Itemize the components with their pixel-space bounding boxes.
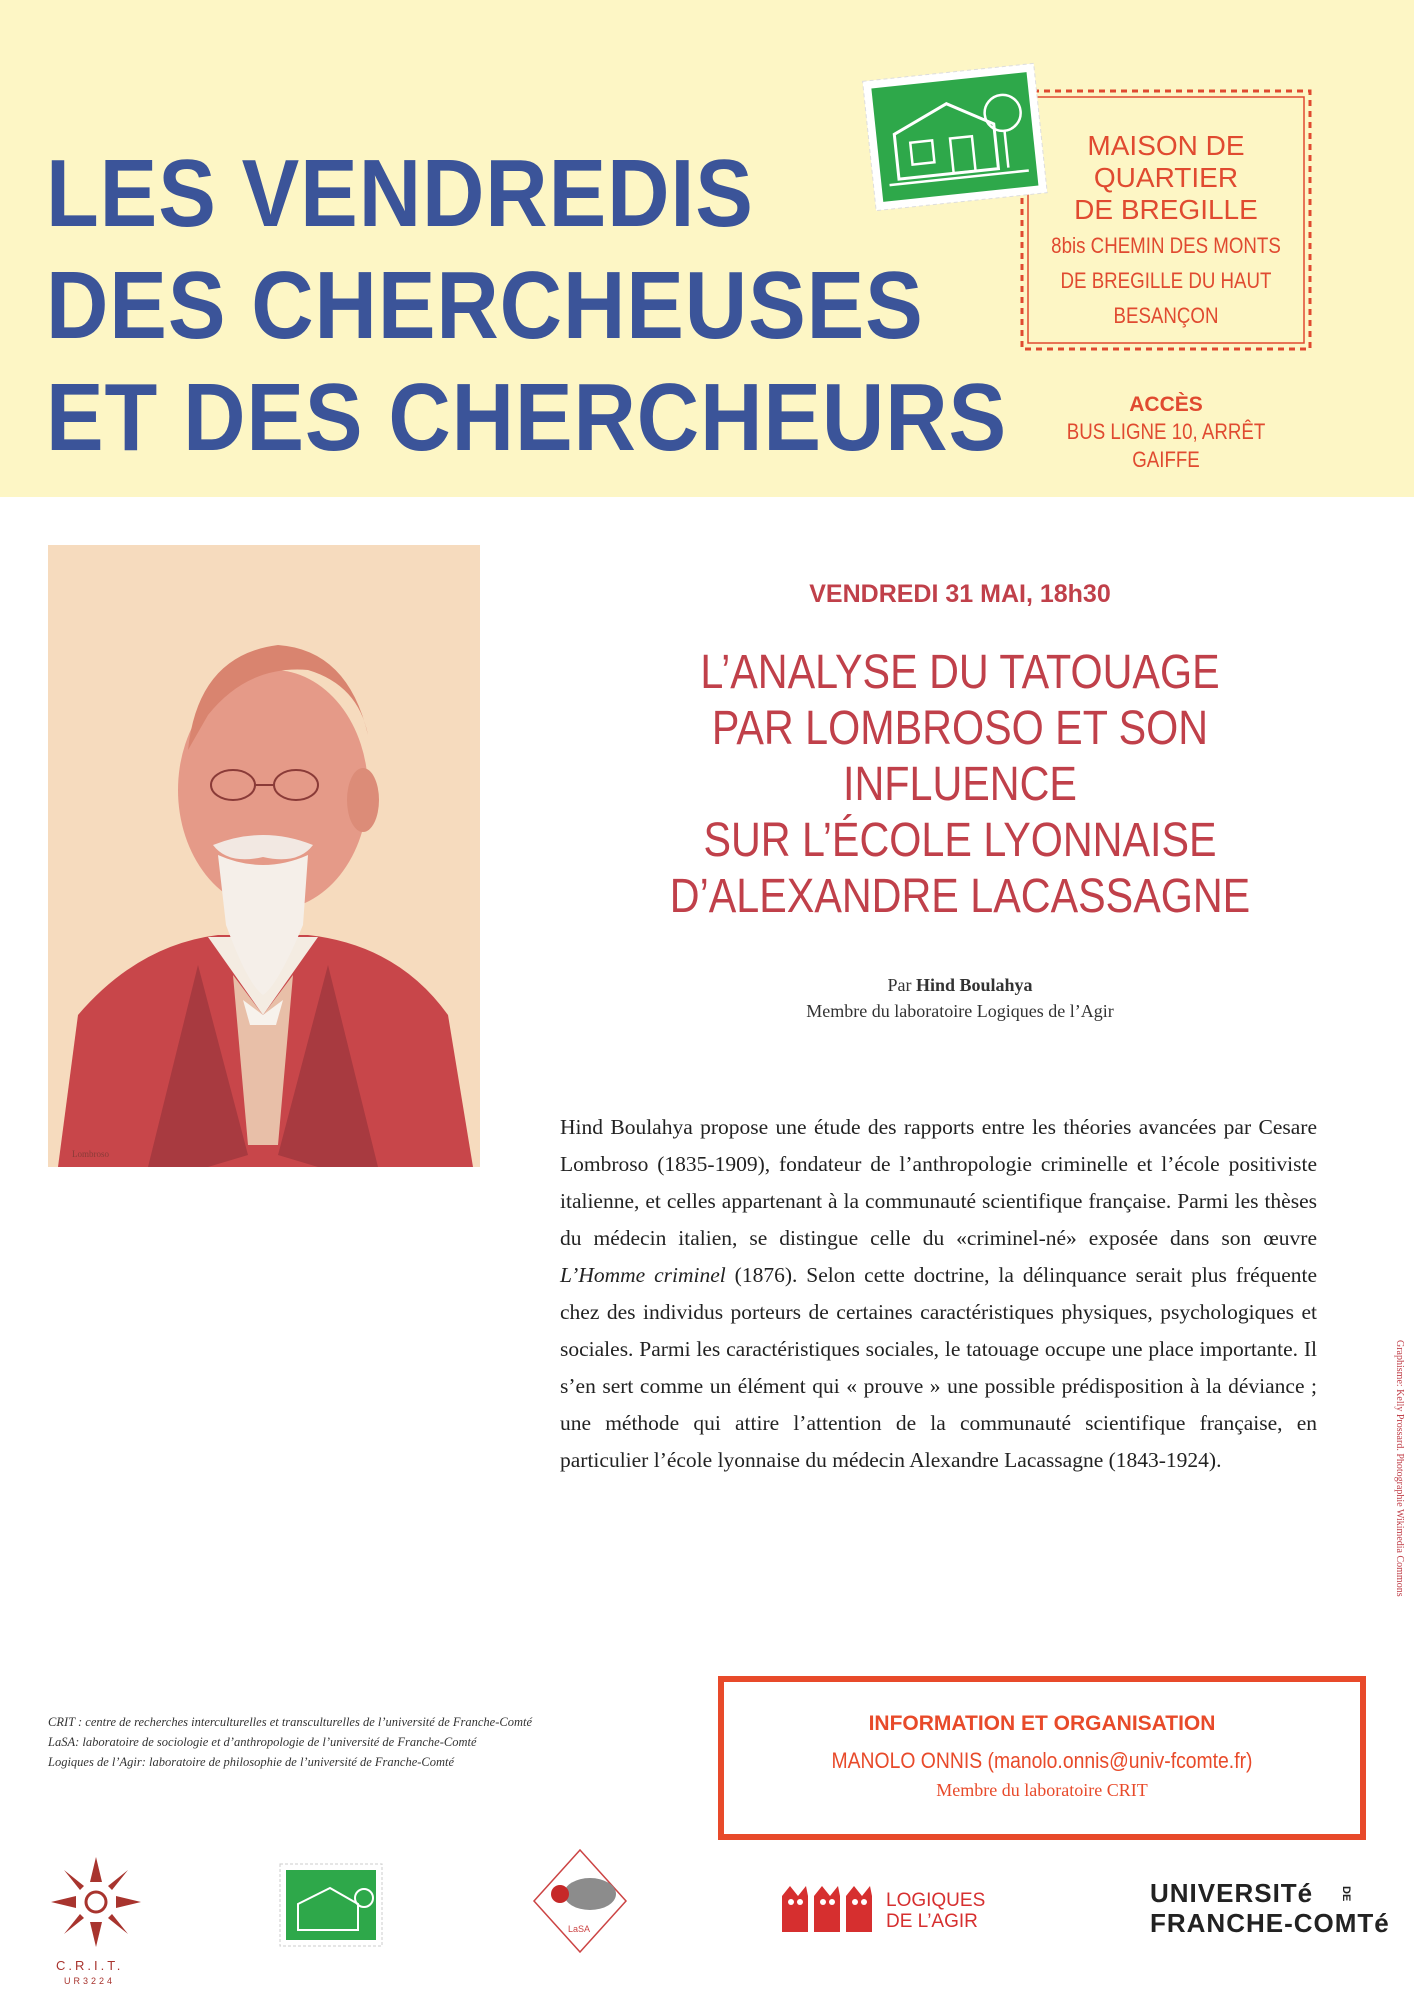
series-title-line-1: LES VENDREDIS: [46, 140, 754, 247]
talk-title: [616, 645, 1304, 925]
abstract-text: [560, 1109, 1317, 1479]
info-heading: INFORMATION ET ORGANISATION: [868, 1712, 1216, 1735]
photo-credit-text: Graphisme: Kelly Prossard. Photographie Wikimedia Commons: [1394, 1340, 1405, 1597]
info-role: Membre du laboratoire CRIT: [936, 1780, 1148, 1800]
ufc-de: DE: [1340, 1886, 1352, 1902]
maison-quartier-logo-icon: [278, 1862, 384, 1948]
venue-name-line-1: MAISON DE: [1087, 130, 1245, 161]
abstract-part-2: (1876). Selon cette doctrine, la délinquance serait plus fréquente chez des individus porteurs de certaines caractéristiques physiques, psychologiques et sociales. Parmi les caractéristiques sociales, le tatouage occupe une place importante. Il s’en sert comme un élément qui « prouve » une possible prédisposition à la déviance ; une méthode qui attire l’attention de la communauté scientifique française, en particulier l’école lyonnaise du médecin Alexandre Lacassagne (1843-1924).: [560, 1263, 1318, 1472]
ufc-line-1: UNIVERSITé: [1150, 1878, 1314, 1908]
legend-lasa: LaSA: laboratoire de sociologie et d’anthropologie de l’université de Franche-Comté: [48, 1735, 477, 1749]
talk-title-line-3: SUR L’ÉCOLE LYONNAISE: [703, 814, 1217, 867]
abstract-part-1: Hind Boulahya propose une étude des rapports entre les théories avancées par Cesare Lombroso (1835-1909), fondateur de l’anthropologie criminelle et l’école positiviste italienne, et celles appartenant à la communauté scientifique française. Parmi les thèses du médecin italien, se distingue celle du «criminel-né» exposée dans son œuvre: [560, 1115, 1317, 1250]
svg-text:Lombroso: Lombroso: [72, 1149, 109, 1159]
ufc-line-2: FRANCHE-COMTé: [1150, 1908, 1390, 1938]
speaker-prefix: Par: [887, 975, 912, 995]
ufc-logo: [1150, 1878, 1390, 1938]
talk-title-line-2: PAR LOMBROSO ET SON INFLUENCE: [711, 702, 1209, 811]
venue-address-line-2: DE BREGILLE DU HAUT: [1060, 268, 1272, 293]
series-title-line-2: DES CHERCHEUSES: [46, 252, 924, 359]
venue-address-line-3: BESANÇON: [1113, 303, 1219, 328]
speaker-block: [560, 972, 1360, 1024]
venue-name-line-2: QUARTIER: [1093, 162, 1239, 193]
info-contact: MANOLO ONNIS (manolo.onnis@univ-fcomte.fr): [831, 1748, 1253, 1773]
speaker-affiliation: Membre du laboratoire Logiques de l’Agir: [806, 1001, 1114, 1021]
crit-name: C.R.I.T.: [56, 1958, 124, 1973]
legend-logiques: Logiques de l’Agir: laboratoire de philosophie de l’université de Franche-Comté: [48, 1755, 455, 1769]
legend-crit: CRIT : centre de recherches interculturelles et transculturelles de l’université de Franche-Comté: [48, 1715, 533, 1729]
access-label: ACCÈS: [1129, 393, 1203, 416]
book-title: L’Homme criminel: [560, 1263, 726, 1287]
lasa-logo-icon: [530, 1846, 630, 1956]
logo-strip: [0, 1840, 1414, 2000]
portrait-image: [48, 545, 480, 1167]
logiques-agir-label: [886, 1890, 985, 1932]
access-bus-line: BUS LIGNE 10, ARRÊT GAIFFE: [1066, 419, 1266, 472]
access-block: [1020, 392, 1312, 474]
venue-address-line-1: 8bis CHEMIN DES MONTS: [1051, 233, 1281, 258]
speaker-name: Hind Boulahya: [915, 975, 1033, 995]
venue-name-line-3: DE BREGILLE: [1074, 194, 1258, 225]
lab-legend: [48, 1712, 668, 1772]
info-box: [718, 1676, 1366, 1840]
logiques-line-2: DE L’AGIR: [886, 1911, 978, 1932]
venue-block: [1020, 130, 1312, 331]
series-title-line-3: ET DES CHERCHEURS: [46, 364, 1008, 471]
talk-title-line-1: L’ANALYSE DU TATOUAGE: [700, 646, 1220, 699]
talk-title-line-4: D’ALEXANDRE LACASSAGNE: [669, 870, 1251, 923]
logiques-agir-owls-icon: [778, 1882, 878, 1934]
event-date: VENDREDI 31 MAI, 18h30: [809, 580, 1111, 608]
logiques-line-1: LOGIQUES: [886, 1890, 986, 1911]
crit-logo-icon: [46, 1852, 146, 1952]
lasa-letters: LaSA: [568, 1924, 591, 1934]
crit-code: UR3224: [64, 1976, 116, 1986]
photo-credit: [1393, 1340, 1413, 1640]
